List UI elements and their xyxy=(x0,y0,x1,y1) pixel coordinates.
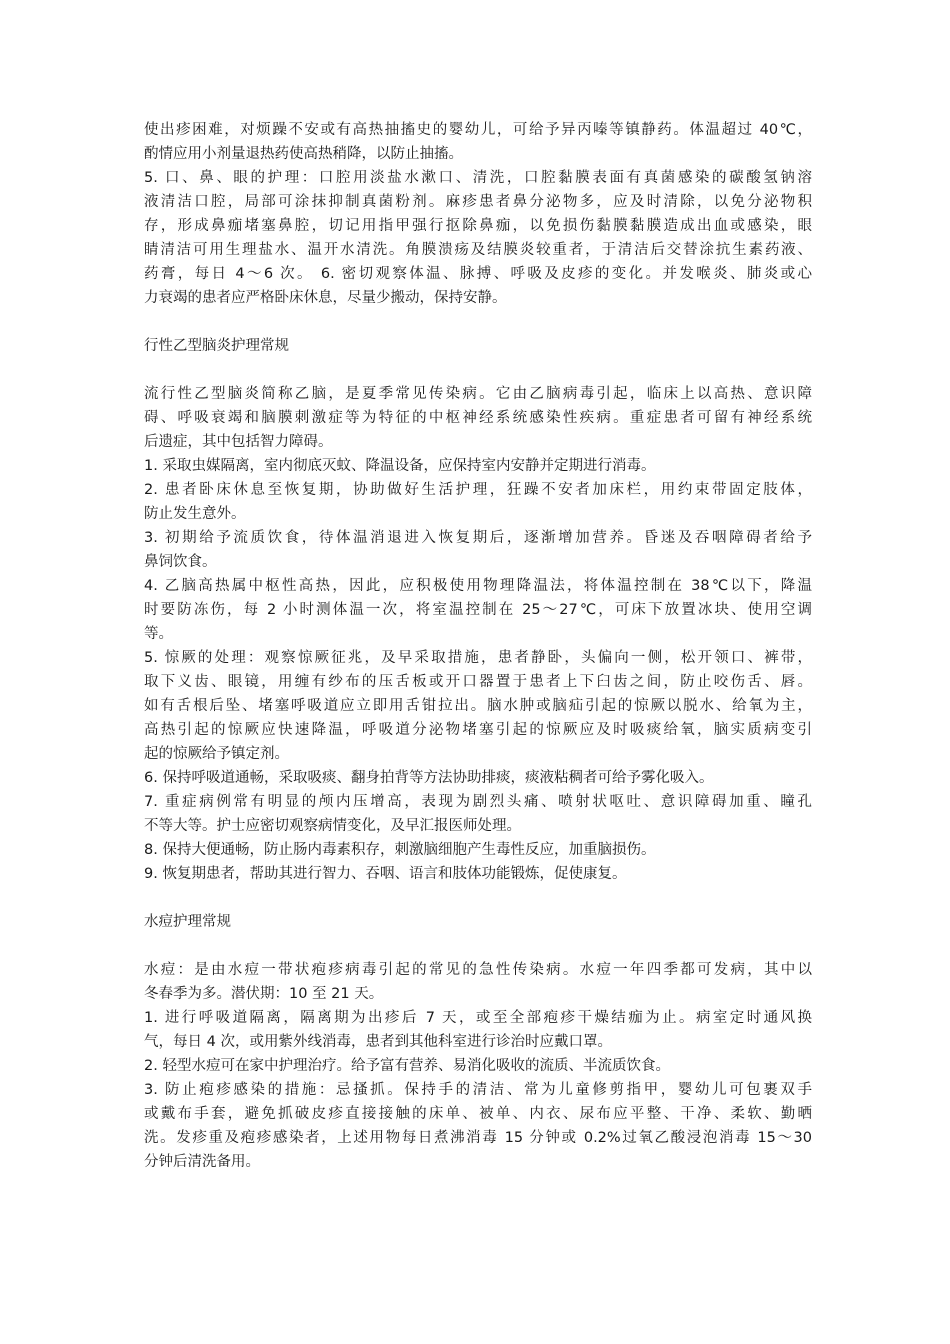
paragraph-line: 或戴布手套，避免抓破皮疹直接接触的床单、被单、内衣、尿布应平整、干净、柔软、勤晒 xyxy=(144,1106,812,1122)
paragraph-line: 防止发生意外。 xyxy=(144,506,246,522)
list-item: 2. 轻型水痘可在家中护理治疗。给予富有营养、易消化吸收的流质、半流质饮食。 xyxy=(144,1058,670,1074)
paragraph-line: 碍、呼吸衰竭和脑膜刺激症等为特征的中枢神经系统感染性疾病。重症患者可留有神经系统 xyxy=(144,410,812,426)
list-item: 3. 初期给予流质饮食，待体温消退进入恢复期后，逐渐增加营养。昏迷及吞咽障碍者给予 xyxy=(144,530,812,546)
list-item: 9. 恢复期患者，帮助其进行智力、吞咽、语言和肢体功能锻炼，促使康复。 xyxy=(144,866,627,882)
list-item: 8. 保持大便通畅，防止肠内毒素积存，刺激脑细胞产生毒性反应，加重脑损伤。 xyxy=(144,842,656,858)
paragraph-line: 鼻饲饮食。 xyxy=(144,554,217,570)
list-item: 3. 防止疱疹感染的措施：忌搔抓。保持手的清洁、常为儿童修剪指甲，婴幼儿可包裹双手 xyxy=(144,1082,812,1098)
paragraph-line: 不等大等。护士应密切观察病情变化，及早汇报医师处理。 xyxy=(144,818,521,834)
paragraph-line: 后遗症，其中包括智力障碍。 xyxy=(144,434,333,450)
paragraph-line: 洗。发疹重及疱疹感染者，上述用物每日煮沸消毒 15 分钟或 0.2%过氧乙酸浸泡消毒 15～30 xyxy=(144,1130,812,1146)
paragraph-line: 如有舌根后坠、堵塞呼吸道应立即用舌钳拉出。脑水肿或脑疝引起的惊厥以脱水、给氧为主， xyxy=(144,698,812,714)
section-heading: 水痘护理常规 xyxy=(144,914,231,930)
paragraph-line: 时要防冻伤，每 2 小时测体温一次，将室温控制在 25～27℃，可床下放置冰块、使用空调 xyxy=(144,602,812,618)
section-chickenpox-care xyxy=(144,910,812,1174)
section-heading: 行性乙型脑炎护理常规 xyxy=(144,338,289,354)
paragraph-line: 冬春季为多。潜伏期：10 至 21 天。 xyxy=(144,986,384,1002)
blank-line xyxy=(144,358,812,382)
paragraph-line: 存，形成鼻痂堵塞鼻腔，切记用指甲强行抠除鼻痂，以免损伤黏膜黏膜造成出血或感染，眼 xyxy=(144,218,812,234)
paragraph-line: 分钟后清洗备用。 xyxy=(144,1154,260,1170)
list-item: 5. 惊厥的处理：观察惊厥征兆，及早采取措施，患者静卧，头偏向一侧，松开领口、裤带， xyxy=(144,650,812,666)
paragraph-line: 液清洁口腔，局部可涂抹抑制真菌粉剂。麻疹患者鼻分泌物多，应及时清除，以免分泌物积 xyxy=(144,194,812,210)
paragraph-line: 水痘：是由水痘一带状疱疹病毒引起的常见的急性传染病。水痘一年四季都可发病，其中以 xyxy=(144,962,812,978)
paragraph-line: 气，每日 4 次，或用紫外线消毒，患者到其他科室进行诊治时应戴口罩。 xyxy=(144,1034,612,1050)
section-encephalitis-care xyxy=(144,334,812,886)
list-item: 1. 进行呼吸道隔离，隔离期为出疹后 7 天，或至全部疱疹干燥结痂为止。病室定时通风换 xyxy=(144,1010,812,1026)
blank-line xyxy=(144,886,812,910)
paragraph-line: 取下义齿、眼镜，用缠有纱布的压舌板或开口器置于患者上下臼齿之间，防止咬伤舌、唇。 xyxy=(144,674,812,690)
paragraph-line: 等。 xyxy=(144,626,173,642)
list-item: 1. 采取虫媒隔离，室内彻底灭蚊、降温设备，应保持室内安静并定期进行消毒。 xyxy=(144,458,656,474)
paragraph-line: 流行性乙型脑炎简称乙脑，是夏季常见传染病。它由乙脑病毒引起，临床上以高热、意识障 xyxy=(144,386,812,402)
paragraph-line: 药膏，每日 4～6 次。 6. 密切观察体温、脉搏、呼吸及皮疹的变化。并发喉炎、肺炎或心 xyxy=(144,266,812,282)
paragraph-line: 酌情应用小剂量退热药使高热稍降，以防止抽搐。 xyxy=(144,146,463,162)
list-item: 4. 乙脑高热属中枢性高热，因此，应积极使用物理降温法，将体温控制在 38℃以下，降温 xyxy=(144,578,812,594)
paragraph-line: 使出疹困难，对烦躁不安或有高热抽搐史的婴幼儿，可给予异丙嗪等镇静药。体温超过 40℃， xyxy=(144,122,812,138)
list-item: 7. 重症病例常有明显的颅内压增高，表现为剧烈头痛、喷射状呕吐、意识障碍加重、瞳孔 xyxy=(144,794,812,810)
list-item: 2. 患者卧床休息至恢复期，协助做好生活护理，狂躁不安者加床栏，用约束带固定肢体， xyxy=(144,482,812,498)
section-measles-care-continued xyxy=(144,118,812,310)
paragraph-line: 高热引起的惊厥应快速降温，呼吸道分泌物堵塞引起的惊厥应及时吸痰给氧，脑实质病变引 xyxy=(144,722,812,738)
paragraph-line: 起的惊厥给予镇定剂。 xyxy=(144,746,289,762)
paragraph-line: 力衰竭的患者应严格卧床休息，尽量少搬动，保持安静。 xyxy=(144,290,507,306)
document-page xyxy=(144,118,812,1174)
list-item: 6. 保持呼吸道通畅，采取吸痰、翻身拍背等方法协助排痰，痰液粘稠者可给予雾化吸入。 xyxy=(144,770,714,786)
blank-line xyxy=(144,934,812,958)
paragraph-line: 睛清洁可用生理盐水、温开水清洗。角膜溃疡及结膜炎较重者，于清洁后交替涂抗生素药液、 xyxy=(144,242,812,258)
blank-line xyxy=(144,310,812,334)
paragraph-line: 5. 口、鼻、眼的护理：口腔用淡盐水漱口、清洗，口腔黏膜表面有真菌感染的碳酸氢钠溶 xyxy=(144,170,812,186)
